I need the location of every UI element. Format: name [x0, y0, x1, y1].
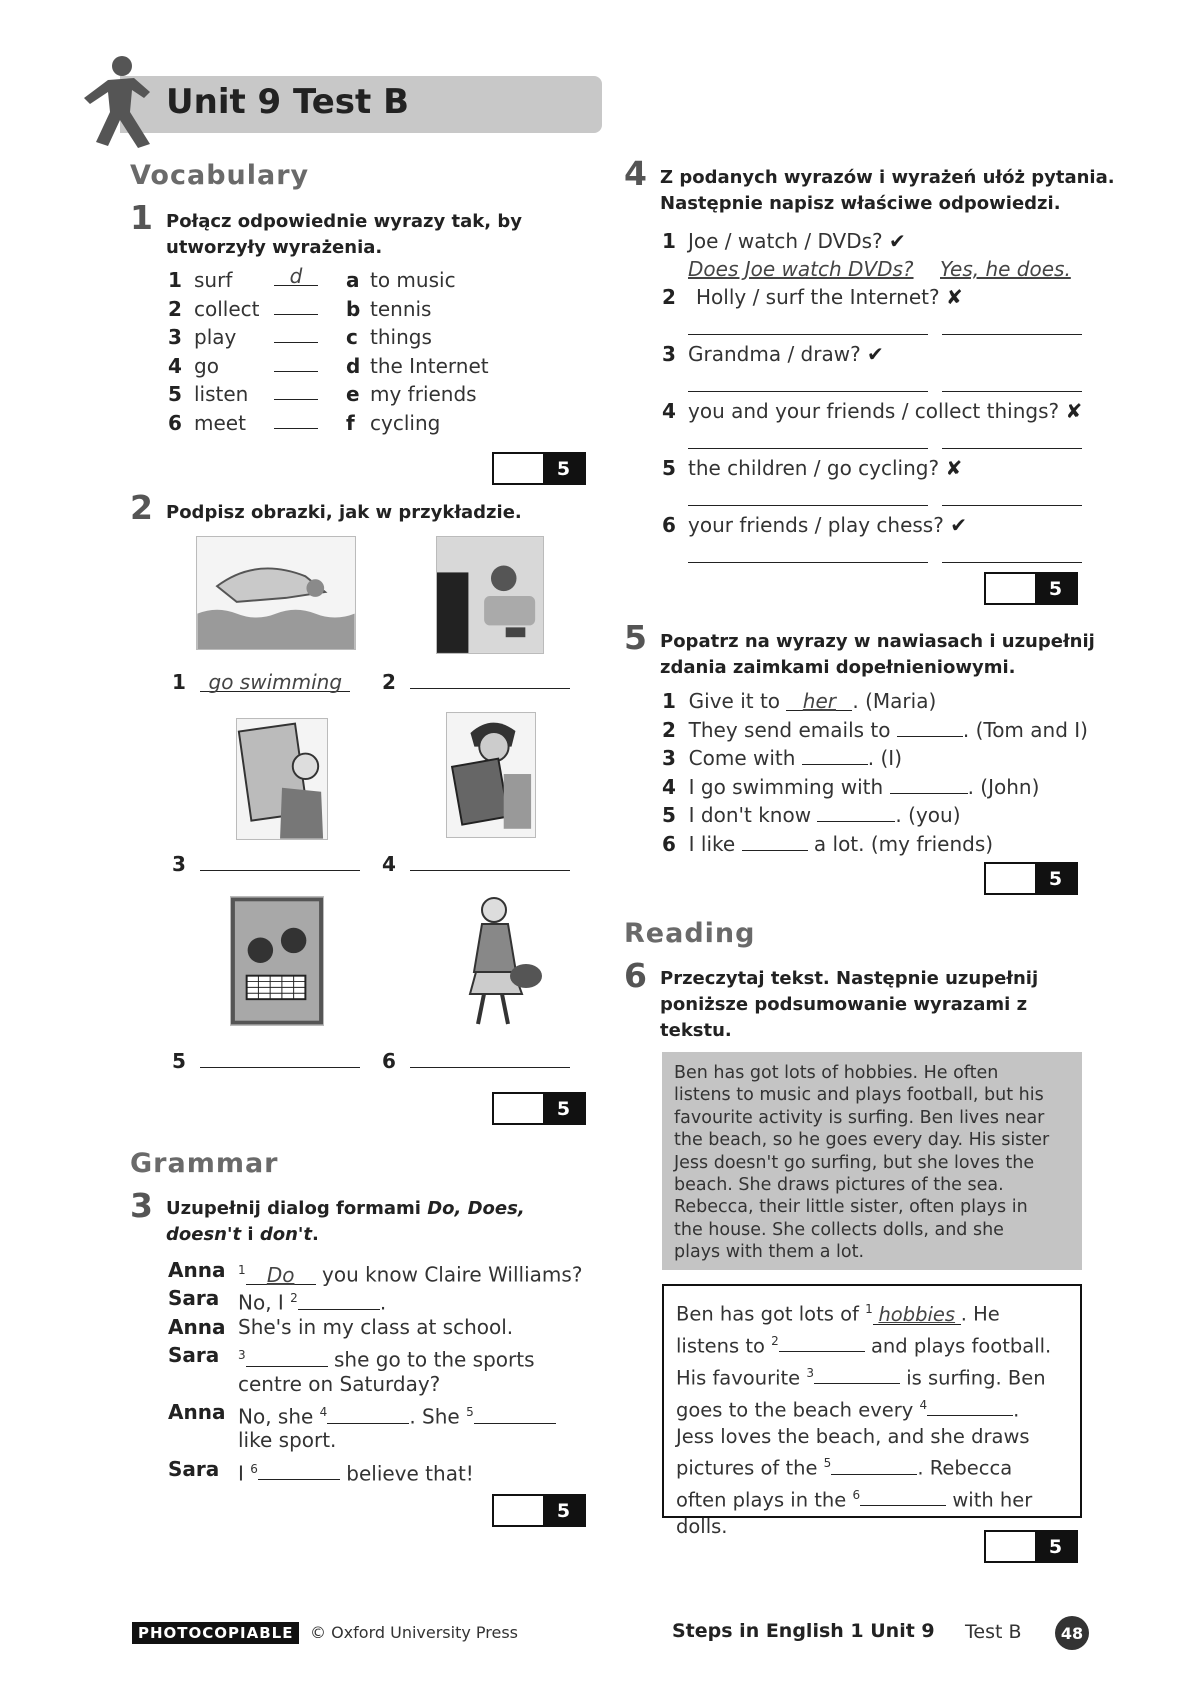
option-text: my friends	[370, 382, 477, 407]
summary-line	[676, 1360, 1068, 1392]
item-word: go	[194, 353, 219, 378]
running-figure-icon	[78, 54, 168, 150]
exercise-instruction	[660, 165, 1115, 217]
sentence-text: Give it to	[688, 689, 787, 713]
summary-text: Ben has got lots of	[676, 1302, 866, 1326]
answer-blank[interactable]	[274, 352, 318, 372]
list-item	[168, 352, 588, 381]
summary-line	[676, 1450, 1068, 1482]
section-heading-grammar: Grammar	[130, 1148, 279, 1179]
dialog-line	[168, 1341, 608, 1372]
page-title: Unit 9 Test B	[166, 82, 410, 122]
sentence-text: I don't know	[688, 803, 818, 828]
exercise-instruction	[166, 1196, 525, 1248]
answer-blank[interactable]	[298, 1290, 380, 1310]
score-input[interactable]	[494, 1094, 543, 1123]
answer-blank[interactable]: Do	[246, 1265, 316, 1285]
gap-number: 3	[806, 1365, 814, 1380]
question-blank[interactable]	[688, 429, 928, 449]
item-number: 3	[168, 325, 182, 350]
copyright-text: © Oxford University Press	[310, 1623, 519, 1642]
item-number: 6	[168, 410, 182, 435]
dialog-text: .	[379, 1291, 387, 1316]
option-letter: c	[346, 325, 358, 350]
instruction-line: Połącz odpowiednie wyrazy tak, by	[166, 211, 522, 232]
list-item	[168, 380, 588, 409]
question-blank[interactable]	[688, 315, 928, 335]
exercise-number: 4	[624, 154, 647, 193]
dialog-text: No, she	[238, 1404, 320, 1429]
item-number: 1	[662, 229, 676, 253]
answer-blank[interactable]	[897, 717, 963, 737]
gap-number: 6	[250, 1461, 258, 1476]
passage-line: Ben has got lots of hobbies. He often	[674, 1063, 999, 1083]
gap-number: 3	[238, 1348, 246, 1363]
max-points: 5	[1035, 864, 1076, 893]
list-item	[662, 340, 1092, 368]
item-word: meet	[194, 410, 246, 435]
answer-blank[interactable]	[327, 1404, 409, 1424]
summary-text: pictures of the	[676, 1456, 824, 1480]
prompt-text: your friends / play chess?	[688, 513, 944, 537]
summary-line: dolls.	[676, 1514, 728, 1538]
dialog-line	[168, 1370, 608, 1398]
dialog-line	[168, 1426, 608, 1454]
exercise-instruction	[660, 966, 1038, 1044]
instruction-line: Przeczytaj tekst. Następnie uzupełnij	[660, 968, 1039, 989]
sentence-text: . (I)	[867, 746, 902, 771]
list-item	[662, 511, 1092, 539]
answer-row	[662, 311, 1092, 340]
children-playing-chess-illustration	[230, 896, 324, 1026]
speaker-name: Sara	[168, 1456, 220, 1481]
example-question: Does Joe watch DVDs?	[688, 257, 914, 281]
score-input[interactable]	[494, 1496, 543, 1525]
item-word: surf	[194, 268, 233, 292]
exercise-instruction	[660, 629, 1095, 681]
dialog-text: she go to the sports	[327, 1347, 535, 1372]
item-number: 4	[662, 774, 676, 799]
summary-line	[676, 1296, 1068, 1328]
example-answer: Yes, he does.	[940, 257, 1071, 281]
summary-text: is surfing. Ben	[900, 1366, 1046, 1390]
grandma-drawing-illustration	[236, 718, 328, 840]
prompt-text: Holly / surf the Internet?	[696, 285, 940, 309]
gap-number: 2	[290, 1291, 298, 1306]
section-heading-reading: Reading	[624, 918, 756, 949]
option-letter: b	[346, 296, 361, 321]
answer-blank[interactable]	[890, 774, 968, 794]
answer-blank[interactable]	[474, 1404, 556, 1424]
question-blank[interactable]	[688, 372, 928, 392]
answer-blank[interactable]	[410, 1048, 570, 1068]
speaker-name: Sara	[168, 1286, 220, 1311]
option-text: things	[370, 325, 432, 350]
tick-icon: ✔	[889, 229, 906, 253]
item-number: 2	[662, 285, 676, 309]
girl-with-bag-illustration	[442, 892, 546, 1030]
answer-blank[interactable]	[942, 486, 1082, 506]
answer-blank[interactable]	[200, 851, 360, 871]
answer-blank[interactable]	[246, 1347, 328, 1367]
answer-blank[interactable]	[410, 851, 570, 871]
dialog-line	[168, 1284, 608, 1316]
passage-line: listens to music and plays football, but his	[674, 1085, 1044, 1106]
item-word: collect	[194, 296, 260, 321]
answer-blank[interactable]	[274, 295, 318, 315]
score-box	[492, 1092, 586, 1125]
option-letter: e	[346, 382, 360, 407]
speaker-name: Anna	[168, 1258, 226, 1282]
instruction-line: Popatrz na wyrazy w nawiasach i uzupełnij	[660, 631, 1095, 652]
instruction-line: zdania zaimkami dopełnieniowymi.	[660, 657, 1016, 678]
passage-line: Rebecca, their little sister, often plays in	[674, 1197, 1028, 1218]
item-number: 2	[168, 296, 182, 321]
swimmer-illustration	[196, 536, 356, 650]
picture-label-1	[172, 668, 350, 696]
summary-text: His favourite	[676, 1366, 807, 1390]
exercise-number: 6	[624, 956, 647, 995]
picture-label-5	[172, 1047, 360, 1075]
answer-blank[interactable]	[274, 323, 318, 343]
answer-blank[interactable]	[802, 745, 868, 765]
speaker-name: Anna	[168, 1399, 226, 1424]
summary-text: . He	[960, 1302, 1000, 1326]
cross-icon: ✘	[1065, 399, 1083, 423]
gap-number: 6	[852, 1487, 861, 1502]
instruction-text: Uzupełnij dialog formami	[166, 1198, 421, 1219]
summary-line	[676, 1482, 1068, 1514]
tick-icon: ✔	[867, 342, 884, 366]
option-letter: d	[346, 353, 361, 378]
item-number: 6	[662, 831, 676, 856]
reading-passage	[662, 1052, 1082, 1270]
dialog-text: you know Claire Williams?	[315, 1262, 583, 1287]
answer-blank[interactable]	[814, 1364, 900, 1384]
list-item	[662, 716, 1092, 745]
instruction-text: .	[312, 1224, 319, 1245]
item-number: 2	[662, 717, 676, 742]
list-item	[662, 830, 1092, 859]
instruction-line: poniższe podsumowanie wyrazami z	[660, 994, 1028, 1015]
exercise-number: 3	[130, 1186, 153, 1225]
instruction-emphasis: doesn't	[166, 1224, 242, 1245]
dialog-text: She's in my class at school.	[238, 1314, 514, 1339]
summary-line	[676, 1328, 1068, 1360]
summary-text: goes to the beach every	[676, 1398, 920, 1422]
question-blank[interactable]	[688, 543, 928, 563]
answer-row	[662, 482, 1092, 511]
list-item	[662, 283, 1092, 311]
summary-text: often plays in the	[676, 1488, 853, 1512]
max-points: 5	[543, 454, 584, 483]
score-input[interactable]	[986, 1532, 1035, 1561]
sentence-text: I go swimming with	[688, 774, 890, 799]
tick-icon: ✔	[950, 513, 967, 537]
sentence-text: Come with	[688, 746, 802, 771]
max-points: 5	[1035, 1532, 1076, 1561]
sentence-text: . (John)	[967, 774, 1040, 799]
score-input[interactable]	[986, 864, 1035, 893]
photocopiable-badge: PHOTOCOPIABLE	[132, 1622, 299, 1644]
item-number: 5	[172, 1049, 186, 1073]
answer-row	[662, 425, 1092, 454]
answer-blank[interactable]: go swimming	[200, 672, 350, 692]
boy-reading-magazine-illustration	[446, 712, 536, 838]
dialog-line	[168, 1313, 608, 1341]
instruction-line: Z podanych wyrazów i wyrażeń ułóż pytania.	[660, 167, 1115, 188]
answer-row	[662, 368, 1092, 397]
instruction-emphasis: Do, Does,	[427, 1198, 525, 1219]
dialog-line	[168, 1455, 608, 1486]
list-item	[662, 397, 1092, 425]
score-input[interactable]	[494, 454, 543, 483]
answer-blank[interactable]	[831, 1455, 917, 1475]
gap-number: 4	[319, 1404, 328, 1419]
dialog-line	[168, 1256, 608, 1287]
score-box	[492, 452, 586, 485]
exercise-number: 2	[130, 488, 153, 527]
sentence-text: . (you)	[895, 803, 961, 828]
gap-number: 5	[466, 1404, 474, 1419]
item-number: 5	[168, 382, 182, 407]
exercise-number: 1	[130, 198, 153, 237]
sentence-text: . (Maria)	[852, 689, 937, 713]
picture-label-6	[382, 1047, 570, 1075]
list-item	[662, 801, 1092, 830]
score-box	[984, 862, 1078, 895]
item-number: 1	[662, 689, 676, 713]
answer-blank[interactable]: her	[786, 691, 852, 711]
question-blank[interactable]	[688, 486, 928, 506]
summary-box	[662, 1284, 1082, 1538]
answer-row	[662, 539, 1092, 568]
item-number: 6	[662, 513, 676, 537]
list-item	[662, 687, 1092, 716]
speaker-name: Sara	[168, 1343, 220, 1368]
answer-blank[interactable]	[742, 831, 808, 851]
answer-blank[interactable]	[942, 543, 1082, 563]
answer-blank[interactable]	[274, 409, 318, 429]
girl-reading-in-bed-illustration	[436, 536, 544, 654]
passage-line: plays with them a lot.	[674, 1242, 865, 1263]
item-number: 1	[172, 670, 186, 694]
answer-blank[interactable]	[942, 429, 1082, 449]
answer-blank[interactable]	[860, 1486, 946, 1506]
answer-blank[interactable]	[942, 372, 1082, 392]
exercise-number: 5	[624, 618, 647, 657]
item-word: play	[194, 325, 237, 350]
score-box	[492, 1494, 586, 1527]
answer-blank[interactable]	[410, 669, 570, 689]
passage-line: favourite activity is surfing. Ben lives near	[674, 1107, 1045, 1128]
section-heading-vocabulary: Vocabulary	[130, 160, 310, 191]
score-box	[984, 1530, 1078, 1563]
answer-blank[interactable]	[942, 315, 1082, 335]
passage-line: beach. She draws pictures of the sea.	[674, 1175, 1004, 1196]
dialog-text: believe that!	[339, 1461, 474, 1486]
list-item	[168, 295, 588, 324]
option-text: cycling	[370, 410, 441, 435]
gap-number: 1	[865, 1302, 873, 1316]
answer-blank[interactable]	[274, 380, 318, 400]
dialog	[168, 1256, 608, 1486]
answer-blank[interactable]	[200, 1048, 360, 1068]
list-item	[168, 409, 588, 438]
dialog-text: centre on Saturday?	[238, 1371, 441, 1396]
prompt-text: Joe / watch / DVDs?	[688, 229, 883, 253]
dialog-line	[168, 1398, 608, 1429]
speaker-name: Anna	[168, 1314, 226, 1339]
page-number: 48	[1055, 1616, 1089, 1650]
answer-blank[interactable]	[258, 1460, 340, 1480]
instruction-line: utworzyły wyrażenia.	[166, 237, 383, 258]
list-item	[662, 454, 1092, 482]
summary-line	[676, 1392, 1068, 1424]
item-number: 6	[382, 1049, 396, 1073]
summary-text: .	[1013, 1398, 1020, 1422]
instruction-text: i	[241, 1224, 260, 1245]
option-letter: a	[346, 268, 360, 292]
dialog-text: I	[238, 1461, 251, 1486]
dialog-text: . She	[409, 1404, 467, 1429]
max-points: 5	[1035, 574, 1076, 603]
item-number: 3	[172, 852, 186, 876]
gap-number: 1	[238, 1263, 246, 1277]
footer-book-title: Steps in English 1 Unit 9	[672, 1620, 935, 1642]
max-points: 5	[543, 1496, 584, 1525]
list-item	[168, 323, 588, 352]
summary-line: Jess loves the beach, and she draws	[676, 1424, 1030, 1448]
max-points: 5	[543, 1094, 584, 1123]
sentence-text: . (Tom and I)	[962, 717, 1088, 742]
sentence-list	[662, 687, 1092, 859]
gap-number: 4	[919, 1397, 928, 1412]
item-number: 5	[662, 803, 676, 828]
matching-list	[168, 266, 588, 438]
instruction-line: Następnie napisz właściwe odpowiedzi.	[660, 193, 1061, 214]
item-number: 3	[662, 342, 676, 366]
prompt-text: Grandma / draw?	[688, 342, 861, 366]
summary-text: with her	[946, 1488, 1033, 1512]
footer-test-label: Test B	[965, 1621, 1022, 1643]
exercise-instruction	[166, 209, 522, 261]
passage-line: the house. She collects dolls, and she	[674, 1219, 1004, 1240]
item-number: 2	[382, 670, 396, 694]
instruction-emphasis: don't	[259, 1224, 312, 1245]
dialog-text: like sport.	[238, 1428, 337, 1453]
answer-blank[interactable]	[817, 802, 895, 822]
item-word: listen	[194, 382, 249, 407]
summary-text: . Rebecca	[917, 1456, 1013, 1480]
summary-text: and plays football.	[864, 1334, 1052, 1358]
answer-blank[interactable]: d	[274, 266, 318, 286]
picture-label-2	[382, 668, 570, 696]
prompt-text: you and your friends / collect things?	[688, 399, 1060, 423]
prompt-text: the children / go cycling?	[688, 456, 940, 480]
answer-blank[interactable]: hobbies	[873, 1305, 961, 1325]
sentence-text: a lot. (my friends)	[807, 831, 994, 856]
item-number: 4	[382, 852, 396, 876]
list-item	[168, 266, 588, 295]
option-text: the Internet	[370, 353, 489, 378]
list-item	[662, 773, 1092, 802]
answer-blank[interactable]	[779, 1332, 865, 1352]
option-text: tennis	[370, 296, 432, 321]
answer-blank[interactable]	[927, 1396, 1013, 1416]
item-number: 3	[662, 746, 676, 771]
score-box	[984, 572, 1078, 605]
picture-label-3	[172, 850, 360, 878]
sentence-text: I like	[688, 831, 742, 856]
passage-line: Jess doesn't go surfing, but she loves the	[674, 1152, 1035, 1173]
picture-label-4	[382, 850, 570, 878]
option-letter: f	[346, 410, 355, 435]
sentence-text: They send emails to	[688, 717, 897, 742]
example-answer-row	[662, 255, 1092, 283]
exercise-instruction: Podpisz obrazki, jak w przykładzie.	[166, 502, 522, 523]
cross-icon: ✘	[945, 285, 963, 309]
cross-icon: ✘	[945, 456, 963, 480]
item-number: 4	[662, 399, 676, 423]
score-input[interactable]	[986, 574, 1035, 603]
gap-number: 2	[771, 1333, 779, 1348]
passage-line: the beach, so he goes every day. His sister	[674, 1130, 1050, 1151]
dialog-text: No, I	[238, 1291, 291, 1316]
list-item	[662, 744, 1092, 773]
question-list	[662, 227, 1092, 568]
gap-number: 5	[823, 1456, 832, 1471]
option-text: to music	[370, 268, 456, 292]
item-number: 1	[168, 268, 182, 292]
list-item	[662, 227, 1092, 255]
summary-text: listens to	[676, 1334, 772, 1358]
item-number: 4	[168, 353, 182, 378]
item-number: 5	[662, 456, 676, 480]
instruction-line: tekstu.	[660, 1020, 732, 1041]
